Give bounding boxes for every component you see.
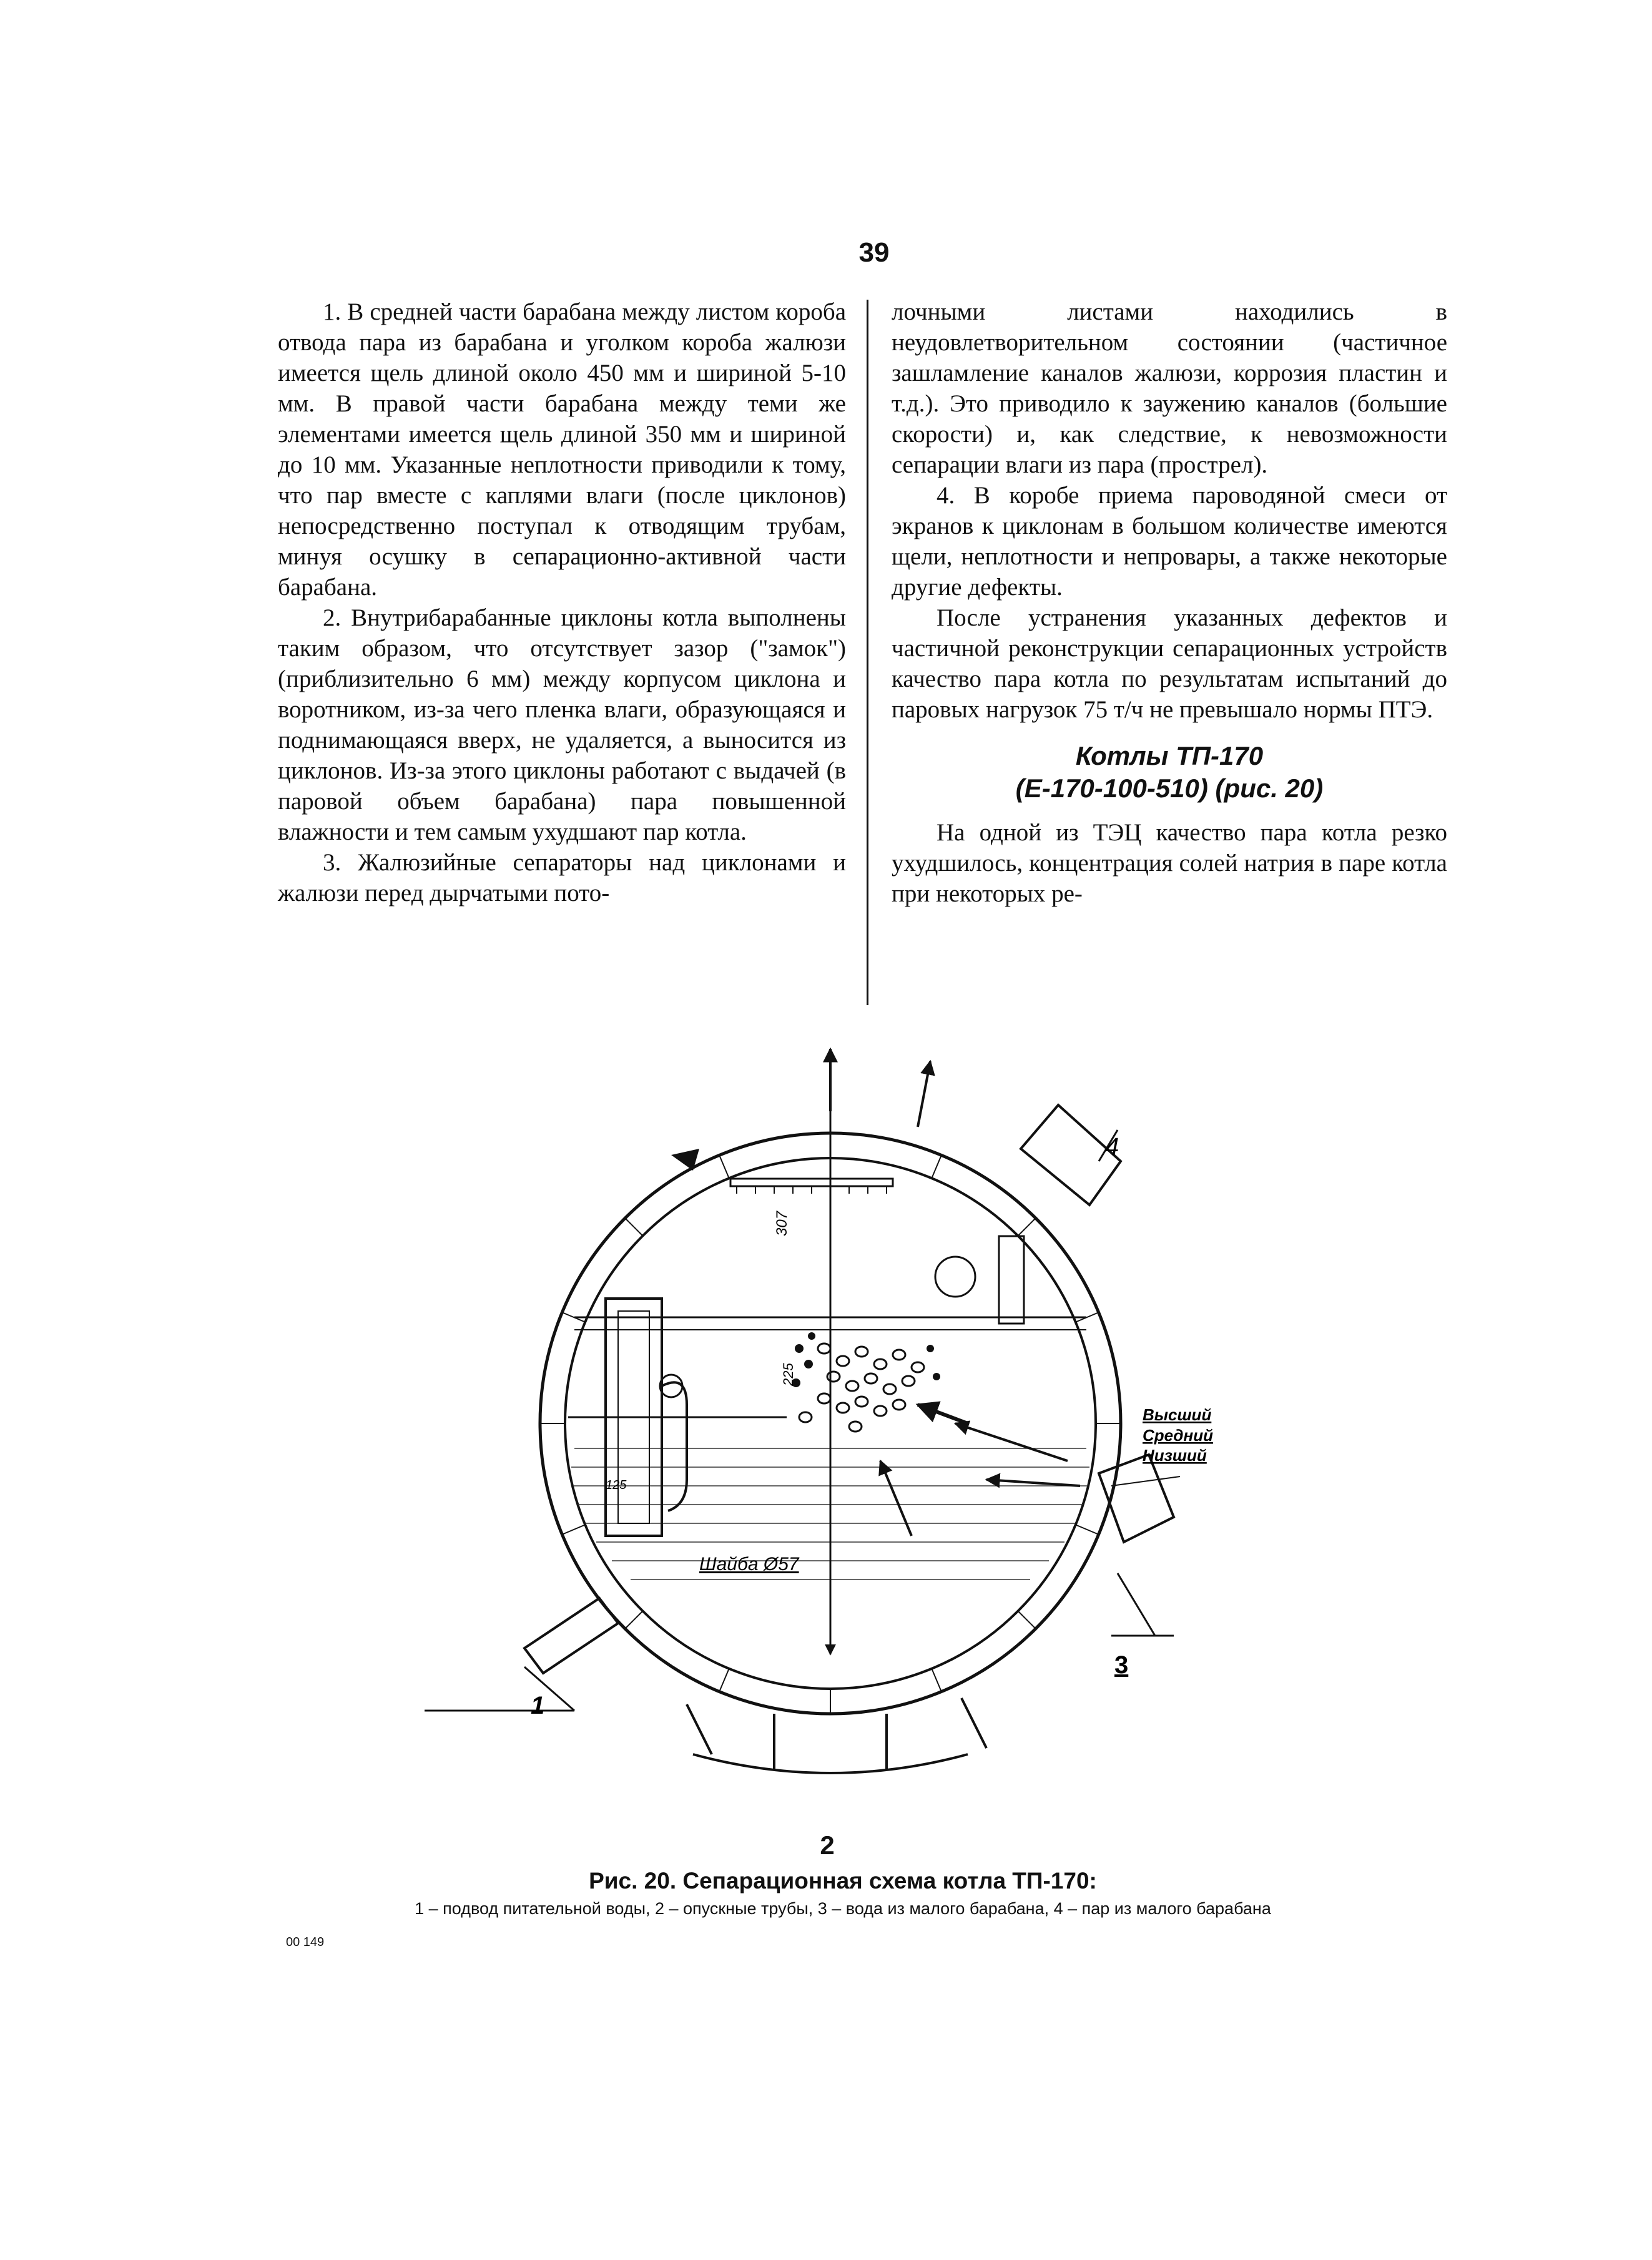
- callout-1: 1: [531, 1692, 545, 1719]
- perforated-sheet: [730, 1179, 893, 1186]
- page-number: 39: [858, 237, 890, 268]
- figure-drum-diagram: [425, 1036, 1255, 1848]
- figure-caption-title: Рис. 20. Сепарационная схема котла ТП-170:: [589, 1868, 1097, 1894]
- section-title-line-2: (Е-170-100-510) (рис. 20): [1015, 774, 1324, 803]
- level-high-label: Высший: [1143, 1405, 1212, 1424]
- callout-4: 4: [1105, 1133, 1119, 1161]
- figure-caption-legend: 1 – подвод питательной воды, 2 – опускные трубы, 3 – вода из малого барабана, 4 – пар из малого барабана: [415, 1899, 1271, 1918]
- paragraph-3-continuation: лочными листами находились в неудовлетворительном состоянии (частичное зашламление каналов жалюзи, коррозия пластин и т.д.). Это приводило к заужению каналов (большие скорости) и, как следствие, к невозможности сепарации влаги из пара (прострел).: [892, 298, 1447, 478]
- paragraph-3: 3. Жалюзийные сепараторы над циклонами и жалюзи перед дырчатыми пото-: [278, 849, 846, 906]
- paragraph-5: После устранения указанных дефектов и частичной реконструкции сепарационных устройств качество пара котла по результатам испытаний до паровых нагрузок 75 т/ч не превышало нормы ПТЭ.: [892, 604, 1447, 723]
- steam-bubbles: [799, 1344, 924, 1432]
- section-title: [892, 740, 1447, 805]
- dimension-225: 225: [780, 1363, 796, 1386]
- footer-code: 00 149: [286, 1935, 325, 1949]
- callout-3: 3: [1114, 1651, 1129, 1679]
- dimension-125: 125: [606, 1478, 627, 1492]
- washer-label: Шайба Ø57: [699, 1554, 799, 1575]
- drum-diagram-svg: [425, 1036, 1255, 1848]
- section-title-line-1: Котлы ТП-170: [1075, 741, 1264, 770]
- level-low-label: Низший: [1143, 1446, 1207, 1465]
- paragraph-2: 2. Внутрибарабанные циклоны котла выполнены таким образом, что отсутствует зазор ("замок") (приблизительно 6 мм) между корпусом циклона и воротником, из-за чего пленка влаги, образующаяся и поднимающаяся вверх, не удаляется, а выносится из циклонов. Из-за этого циклоны работают с выдачей (в паровой объем барабана) пара повышенной влажности и тем самым ухудшают пар котла.: [278, 604, 846, 845]
- paragraph-6: На одной из ТЭЦ качество пара котла резко ухудшилось, концентрация солей натрия в паре котла при некоторых ре-: [892, 819, 1447, 907]
- level-mid-label: Средний: [1143, 1426, 1213, 1445]
- paragraph-1: 1. В средней части барабана между листом короба отвода пара из барабана и уголком короба жалюзи имеется щель длиной около 450 мм и шириной 5-10 мм. В правой части барабана между теми же элементами имеется щель длиной 350 мм и шириной до 10 мм. Указанные неплотности приводили к тому, что пар вместе с каплями влаги (после циклонов) непосредственно поступал к отводящим трубам, минуя осушку в сепарационно-активной части барабана.: [278, 298, 846, 601]
- left-column: [278, 297, 846, 908]
- figure-number: 2: [820, 1830, 835, 1860]
- column-divider: [867, 300, 868, 1005]
- right-column: [892, 297, 1447, 909]
- dimension-307: 307: [774, 1211, 790, 1236]
- nozzles: [524, 1105, 1174, 1773]
- droplets: [792, 1332, 940, 1387]
- cyclone-circle: [935, 1257, 975, 1297]
- paragraph-4: 4. В коробе приема пароводяной смеси от экранов к циклонам в большом количестве имеются щели, неплотности и непровары, а также некоторые другие дефекты.: [892, 482, 1447, 601]
